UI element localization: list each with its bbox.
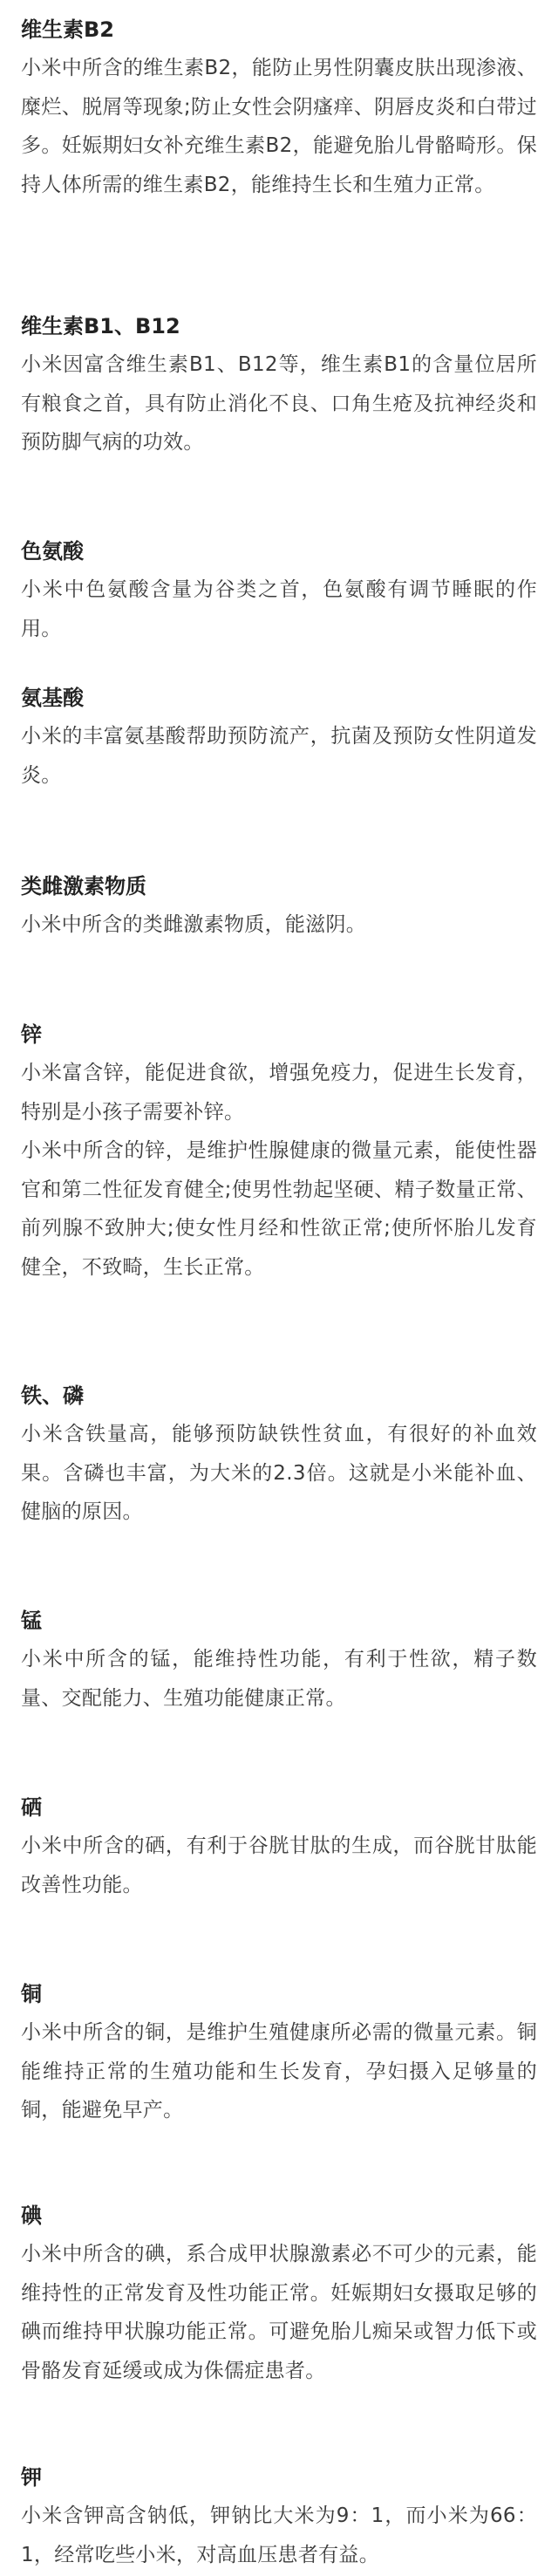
section-vitamin-b1-b12 <box>21 307 537 462</box>
section-paragraph: 小米富含锌，能促进食欲，增强免疫力，促进生长发育，特别是小孩子需要补锌。 <box>21 1062 537 1124</box>
section-paragraph: 小米中所含的维生素B2，能防止男性阴囊皮肤出现渗液、糜烂、脱屑等现象;防止女性会阴瘙痒、阴唇皮炎和白带过多。妊娠期妇女补充维生素B2，能避免胎儿骨骼畸形。保持人体所需的维生素B2，能维持生长和生殖力正常。 <box>21 57 537 196</box>
section-copper <box>21 1975 537 2130</box>
section-paragraph: 小米中所含的硒，有利于谷胱甘肽的生成，而谷胱甘肽能改善性功能。 <box>21 1835 537 1896</box>
section-heading: 碘 <box>21 2204 42 2228</box>
section-paragraph: 小米中所含的锰，能维持性功能，有利于性欲，精子数量、交配能力、生殖功能健康正常。 <box>21 1648 537 1710</box>
section-heading: 铁、磷 <box>21 1384 84 1408</box>
section-heading: 硒 <box>21 1795 42 1820</box>
section-phytoestrogen <box>21 867 537 945</box>
section-iodine <box>21 2197 537 2390</box>
section-potassium <box>21 2458 537 2574</box>
section-selenium <box>21 1788 537 1904</box>
section-heading: 维生素B2 <box>21 17 114 42</box>
section-heading: 铜 <box>21 1982 42 2006</box>
section-iron-phosphorus <box>21 1377 537 1532</box>
section-heading: 锰 <box>21 1609 42 1633</box>
section-heading: 色氨酸 <box>21 539 84 564</box>
section-paragraph: 小米中所含的碘，系合成甲状腺激素必不可少的元素，能维持性的正常发育及性功能正常。妊娠期妇女摄取足够的碘而维持甲状腺功能正常。可避免胎儿痴呆或智力低下或骨骼发育延缓或成为侏儒症患者。 <box>21 2243 537 2382</box>
section-paragraph: 小米含钾高含钠低，钾钠比大米为9：1，而小米为66：1，经常吃些小米，对高血压患者有益。 <box>21 2504 537 2566</box>
section-paragraph: 小米因富含维生素B1、B12等，维生素B1的含量位居所有粮食之首，具有防止消化不良、口角生疮及抗神经炎和预防脚气病的功效。 <box>21 353 537 454</box>
section-tryptophan <box>21 532 537 648</box>
section-paragraph: 小米中色氨酸含量为谷类之首，色氨酸有调节睡眠的作用。 <box>21 578 537 640</box>
section-heading: 类雌激素物质 <box>21 874 146 899</box>
section-heading: 锌 <box>21 1022 42 1047</box>
section-paragraph: 小米的丰富氨基酸帮助预防流产，抗菌及预防女性阴道发炎。 <box>21 725 537 787</box>
section-paragraph: 小米含铁量高，能够预防缺铁性贫血，有很好的补血效果。含磷也丰富，为大米的2.3倍。这就是小米能补血、健脑的原因。 <box>21 1423 537 1523</box>
section-heading: 维生素B1、B12 <box>21 314 180 338</box>
section-heading: 氨基酸 <box>21 686 84 710</box>
section-amino-acid <box>21 679 537 795</box>
section-zinc <box>21 1015 537 1287</box>
section-vitamin-b2 <box>21 10 537 204</box>
section-manganese <box>21 1602 537 1718</box>
section-paragraph: 小米中所含的类雌激素物质，能滋阴。 <box>21 913 367 936</box>
section-paragraph: 小米中所含的锌，是维护性腺健康的微量元素，能使性器官和第二性征发育健全;使男性勃起坚硬、精子数量正常、前列腺不致肿大;使女性月经和性欲正常;使所怀胎儿发育健全，不致畸，生长正常。 <box>21 1139 537 1279</box>
section-paragraph: 小米中所含的铜，是维护生殖健康所必需的微量元素。铜能维持正常的生殖功能和生长发育，孕妇摄入足够量的铜，能避免早产。 <box>21 2021 537 2122</box>
section-heading: 钾 <box>21 2465 42 2490</box>
